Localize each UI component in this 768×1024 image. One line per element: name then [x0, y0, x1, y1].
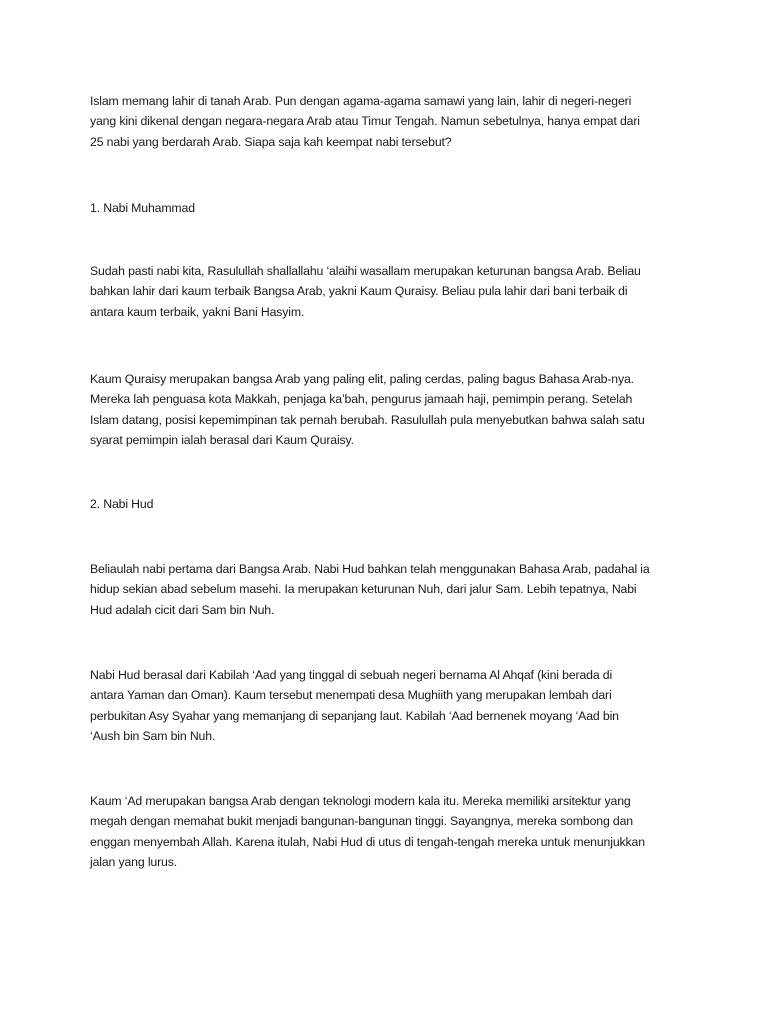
text-line: Islam datang, posisi kepemimpinan tak pernah berubah. Rasulullah pula menyebutkan bahwa salah satu [90, 412, 645, 427]
text-line: antara kaum terbaik, yakni Bani Hasyim. [90, 304, 305, 319]
text-line: jalan yang lurus. [90, 855, 177, 870]
text-line: Hud adalah cicit dari Sam bin Nuh. [90, 602, 275, 617]
text-line: Islam memang lahir di tanah Arab. Pun dengan agama-agama samawi yang lain, lahir di negeri-negeri [90, 94, 632, 108]
intro-paragraph [90, 91, 690, 152]
paragraph-muhammad-1 [90, 261, 690, 322]
text-line: hidup sekian abad sebelum masehi. Ia merupakan keturunan Nuh, dari jalur Sam. Lebih tepatnya, Nabi [90, 582, 637, 597]
text-line: antara Yaman dan Oman). Kaum tersebut menempati desa Mughiith yang merupakan lembah dari [90, 688, 612, 703]
text-line: ‘Aush bin Sam bin Nuh. [90, 729, 216, 744]
text-line: syarat pemimpin ialah berasal dari Kaum Quraisy. [90, 433, 354, 448]
paragraph-muhammad-2 [90, 369, 690, 451]
paragraph-hud-1 [90, 559, 690, 620]
paragraph-hud-2 [90, 665, 690, 747]
text-line: Kaum Quraisy merupakan bangsa Arab yang paling elit, paling cerdas, paling bagus Bahasa Arab-nya. [90, 372, 634, 386]
text-line: Mereka lah penguasa kota Makkah, penjaga ka’bah, pengurus jamaah haji, pemimpin perang. Setelah [90, 392, 633, 407]
text-line: bahkan lahir dari kaum terbaik Bangsa Arab, yakni Kaum Quraisy. Beliau pula lahir dari bani terbaik di [90, 284, 628, 299]
text-line: enggan menyembah Allah. Karena itulah, Nabi Hud di utus di tengah-tengah mereka untuk menunjukkan [90, 834, 645, 849]
text-line: 1. Nabi Muhammad [90, 201, 195, 215]
text-line: Beliaulah nabi pertama dari Bangsa Arab. Nabi Hud bahkan telah menggunakan Bahasa Arab, padahal ia [90, 562, 650, 576]
text-line: Sudah pasti nabi kita, Rasulullah shallallahu ‘alaihi wasallam merupakan keturunan bangsa Arab. Beliau [90, 264, 641, 278]
text-line: Kaum ‘Ad merupakan bangsa Arab dengan teknologi modern kala itu. Mereka memiliki arsitektur yang [90, 794, 631, 808]
text-line: 25 nabi yang berdarah Arab. Siapa saja kah keempat nabi tersebut? [90, 134, 452, 149]
paragraph-hud-3 [90, 791, 690, 873]
section-heading-muhammad [90, 198, 690, 218]
text-line: Nabi Hud berasal dari Kabilah ‘Aad yang tinggal di sebuah negeri bernama Al Ahqaf (kini berada di [90, 668, 613, 682]
text-line: megah dengan memahat bukit menjadi bangunan-bangunan tinggi. Sayangnya, mereka sombong dan [90, 814, 633, 829]
text-line: perbukitan Asy Syahar yang memanjang di sepanjang laut. Kabilah ‘Aad bernenek moyang ‘Aad bin [90, 708, 619, 723]
text-line: yang kini dikenal dengan negara-negara Arab atau Timur Tengah. Namun sebetulnya, hanya empat dari [90, 114, 640, 129]
text-line: 2. Nabi Hud [90, 497, 154, 511]
section-heading-hud [90, 494, 690, 514]
